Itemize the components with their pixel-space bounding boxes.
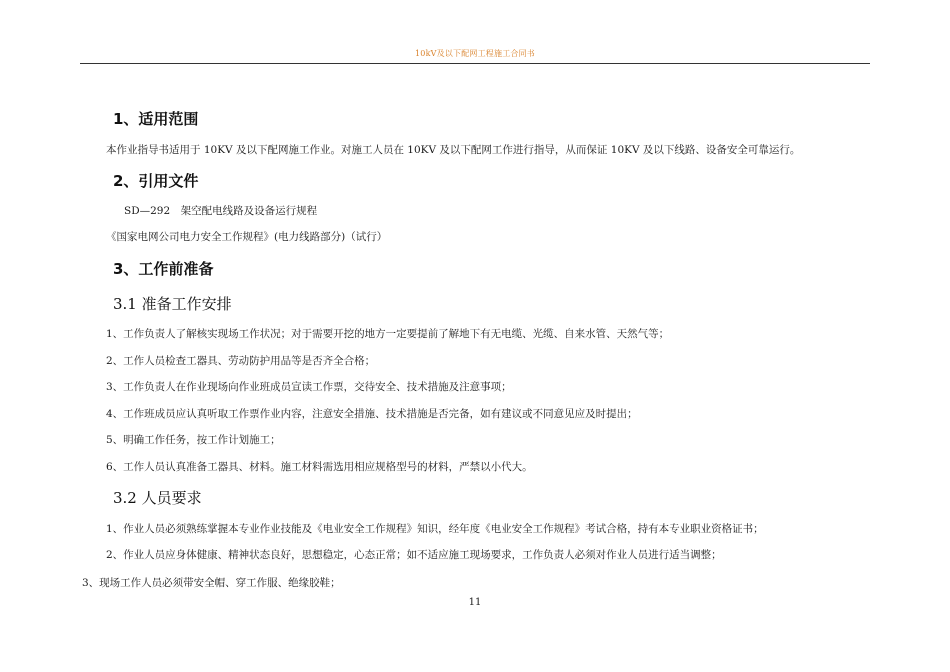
reference-item: SD—292 架空配电线路及设备运行规程: [124, 205, 318, 217]
list-item: 3、工作负责人在作业现场向作业班成员宣读工作票，交待安全、技术措施及注意事项；: [106, 381, 512, 393]
list-item: 5、明确工作任务，按工作计划施工；: [106, 434, 281, 446]
section-1-text: 本作业指导书适用于 10KV 及以下配网施工作业。对施工人员在 10KV 及以下配网工作进行指导，从而保证 10KV 及以下线路、设备安全可靠运行。: [106, 144, 801, 156]
header-divider: [80, 63, 870, 64]
list-item: 4、工作班成员应认真听取工作票作业内容，注意安全措施、技术措施是否完备，如有建议或不同意见应及时提出；: [106, 408, 638, 420]
reference-item: 《国家电网公司电力安全工作规程》(电力线路部分)（试行）: [106, 231, 388, 243]
section-1-heading: 1、适用范围: [113, 110, 199, 128]
running-header: 10kV及以下配网工程施工合同书: [414, 49, 535, 58]
page-number: 11: [468, 597, 482, 608]
list-item: 2、作业人员应身体健康、精神状态良好，思想稳定，心态正常；如不适应施工现场要求，工作负责人必须对作业人员进行适当调整；: [106, 549, 722, 561]
subsection-3-2-heading: 3.2 人员要求: [113, 489, 202, 507]
section-3-heading: 3、工作前准备: [113, 260, 214, 278]
list-item: 2、工作人员检查工器具、劳动防护用品等是否齐全合格；: [106, 355, 376, 367]
subsection-3-1-heading: 3.1 准备工作安排: [113, 295, 232, 313]
list-item: 1、工作负责人了解核实现场工作状况；对于需要开挖的地方一定要提前了解地下有无电缆、光缆、自来水管、天然气等；: [106, 328, 670, 340]
list-item: 6、工作人员认真准备工器具、材料。施工材料需选用相应规格型号的材料，严禁以小代大。: [106, 461, 533, 473]
section-2-heading: 2、引用文件: [113, 172, 199, 190]
list-item: 3、现场工作人员必须带安全帽、穿工作服、绝缘胶鞋；: [82, 577, 341, 589]
list-item: 1、作业人员必须熟练掌握本专业作业技能及《电业安全工作规程》知识，经年度《电业安全工作规程》考试合格，持有本专业职业资格证书；: [106, 523, 764, 535]
